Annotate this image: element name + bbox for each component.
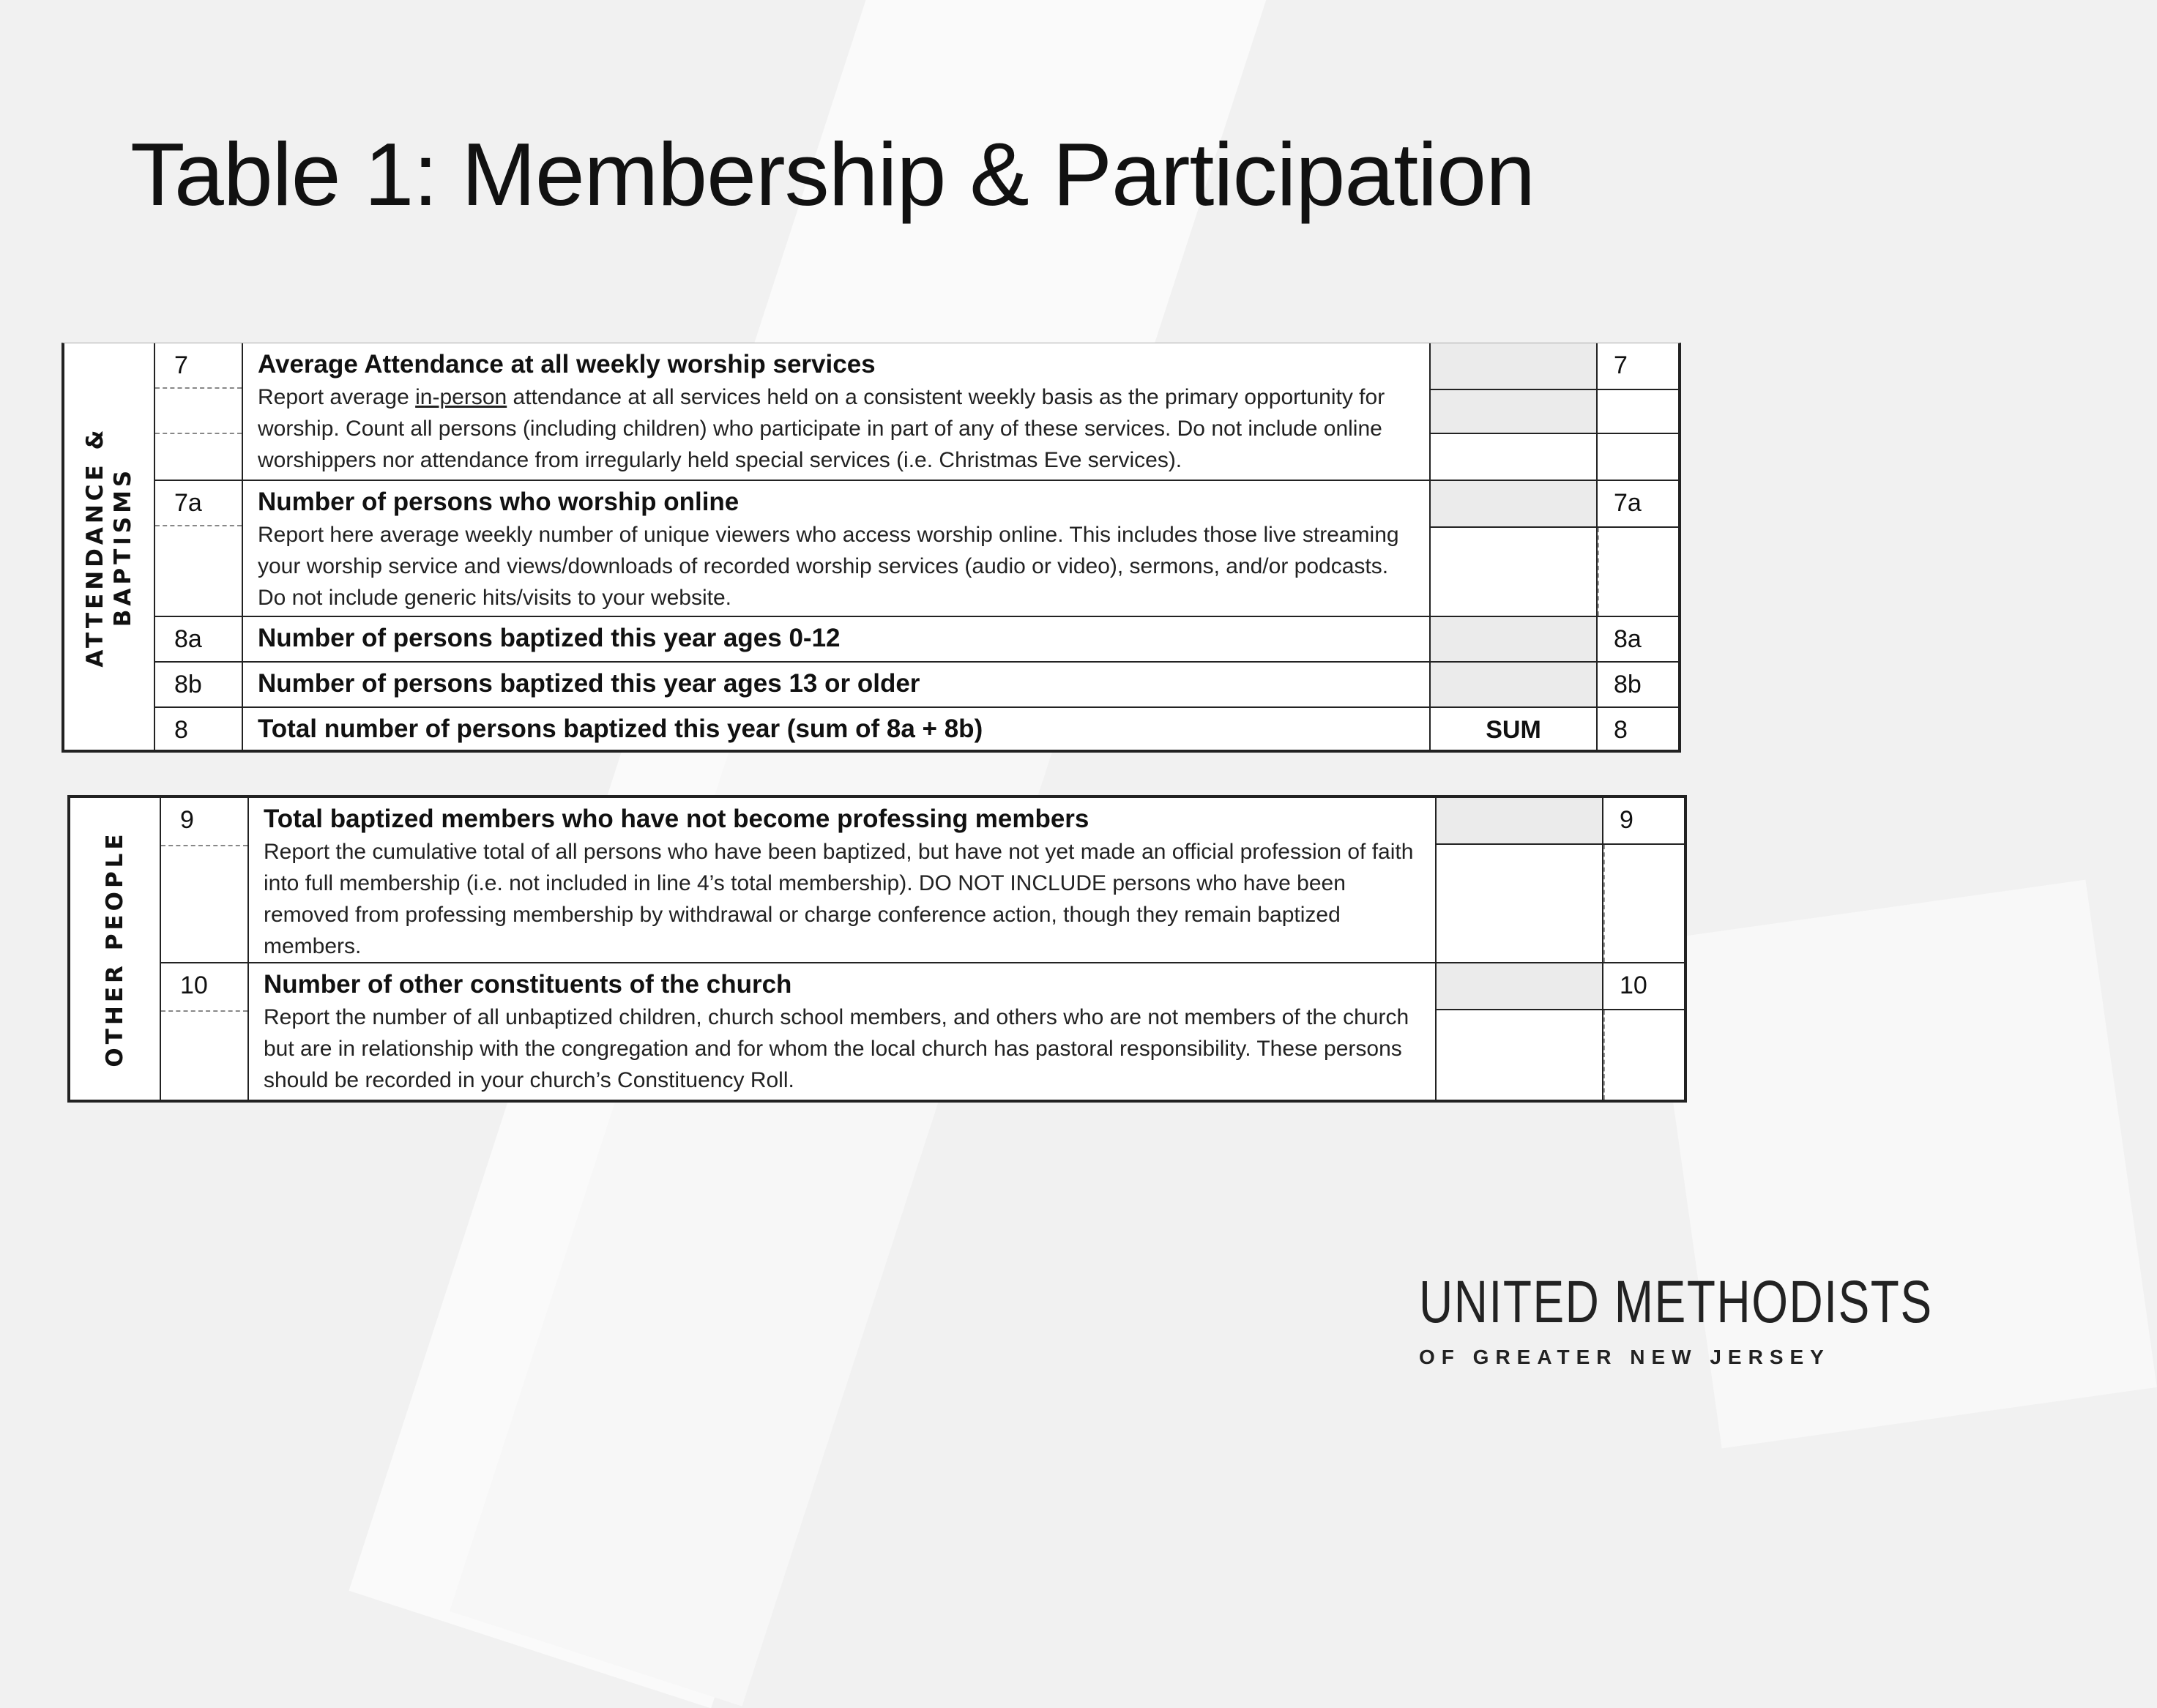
other-people-table xyxy=(67,795,1687,1103)
table-row-8 xyxy=(155,706,1678,750)
description-cell xyxy=(249,798,1437,962)
table-row-8a xyxy=(155,616,1678,661)
sum-label: SUM xyxy=(1486,716,1541,744)
reference-cell: 7a xyxy=(1598,481,1678,616)
slide-title: Table 1: Membership & Participation xyxy=(130,124,1535,224)
section-label-attendance: ATTENDANCE & BAPTISMS xyxy=(64,343,155,750)
description-cell xyxy=(243,663,1431,706)
row-instructions: Report here average weekly number of unique viewers who access worship online. This includes those live streaming your worship service and views/downloads of recorded worship services (audio or video), sermons, and/or podcasts. Do not include generic hits/visits to your website. xyxy=(258,523,1399,610)
row-instructions: Report the cumulative total of all persons who have been baptized, but have not yet made an official profession of faith into full membership (i.e. not included in line 4’s total membership). DO NOT INCLUDE persons who have been removed from professing membership by withdrawal or charge conference action, though they remain baptized members. xyxy=(264,840,1414,958)
reference-cell: 7 xyxy=(1598,343,1678,480)
description-cell xyxy=(249,963,1437,1100)
reference-cell: 8a xyxy=(1614,625,1642,653)
entry-field-7a[interactable] xyxy=(1431,481,1598,616)
row-instructions: Report the number of all unbaptized children, church school members, and others who are not members of the church but are in relationship with the congregation and for whom the local church has pastoral responsibility. These persons should be recorded in your church’s Constituency Roll. xyxy=(264,1005,1409,1092)
table-row-7 xyxy=(155,343,1678,480)
reference-cell: 10 xyxy=(1603,963,1684,1100)
united-methodists-logo xyxy=(1419,1269,2078,1369)
row-title: Number of persons baptized this year ages 0-12 xyxy=(258,624,841,652)
line-number-cell: 8a xyxy=(155,617,243,661)
row-title: Number of persons who worship online xyxy=(258,488,740,516)
description-cell xyxy=(243,343,1431,480)
table-row-8b xyxy=(155,661,1678,706)
entry-field-8a[interactable] xyxy=(1431,617,1598,661)
logo-tagline: OF GREATER NEW JERSEY xyxy=(1419,1346,1830,1368)
reference-cell: 8b xyxy=(1614,671,1642,698)
row-instructions: Report average in-person attendance at all services held on a consistent weekly basis as the primary opportunity for worship. Count all persons (including children) who participate in part of any of these services. Do not include online worshippers nor attendance from irregularly held special services (i.e. Christmas Eve services). xyxy=(258,385,1385,472)
line-number-cell: 7 xyxy=(155,343,243,480)
line-number-cell: 8b xyxy=(155,663,243,706)
table-row-7a xyxy=(155,480,1678,616)
row-title: Average Attendance at all weekly worship services xyxy=(258,350,876,378)
description-cell xyxy=(243,708,1431,750)
entry-field-9[interactable] xyxy=(1437,798,1603,962)
row-title: Number of persons baptized this year ages 13 or older xyxy=(258,669,920,698)
description-cell xyxy=(243,617,1431,661)
logo-wordmark: UNITED METHODISTS xyxy=(1419,1269,1933,1335)
line-number-cell: 7a xyxy=(155,481,243,616)
entry-field-10[interactable] xyxy=(1437,963,1603,1100)
line-number-cell: 8 xyxy=(155,708,243,750)
table-row-10 xyxy=(161,962,1684,1100)
row-title: Total number of persons baptized this year (sum of 8a + 8b) xyxy=(258,715,983,743)
reference-cell: 8 xyxy=(1614,716,1628,744)
reference-cell: 9 xyxy=(1603,798,1684,962)
table-row-9 xyxy=(161,798,1684,962)
description-cell xyxy=(243,481,1431,616)
attendance-baptisms-table xyxy=(62,343,1681,753)
row-title: Number of other constituents of the church xyxy=(264,970,792,999)
entry-field-7[interactable] xyxy=(1431,343,1598,480)
row-title: Total baptized members who have not become professing members xyxy=(264,805,1089,833)
section-label-other-people: OTHER PEOPLE xyxy=(70,798,161,1100)
sum-cell xyxy=(1431,708,1598,750)
line-number-cell: 9 xyxy=(161,798,249,962)
line-number-cell: 10 xyxy=(161,963,249,1100)
entry-field-8b[interactable] xyxy=(1431,663,1598,706)
